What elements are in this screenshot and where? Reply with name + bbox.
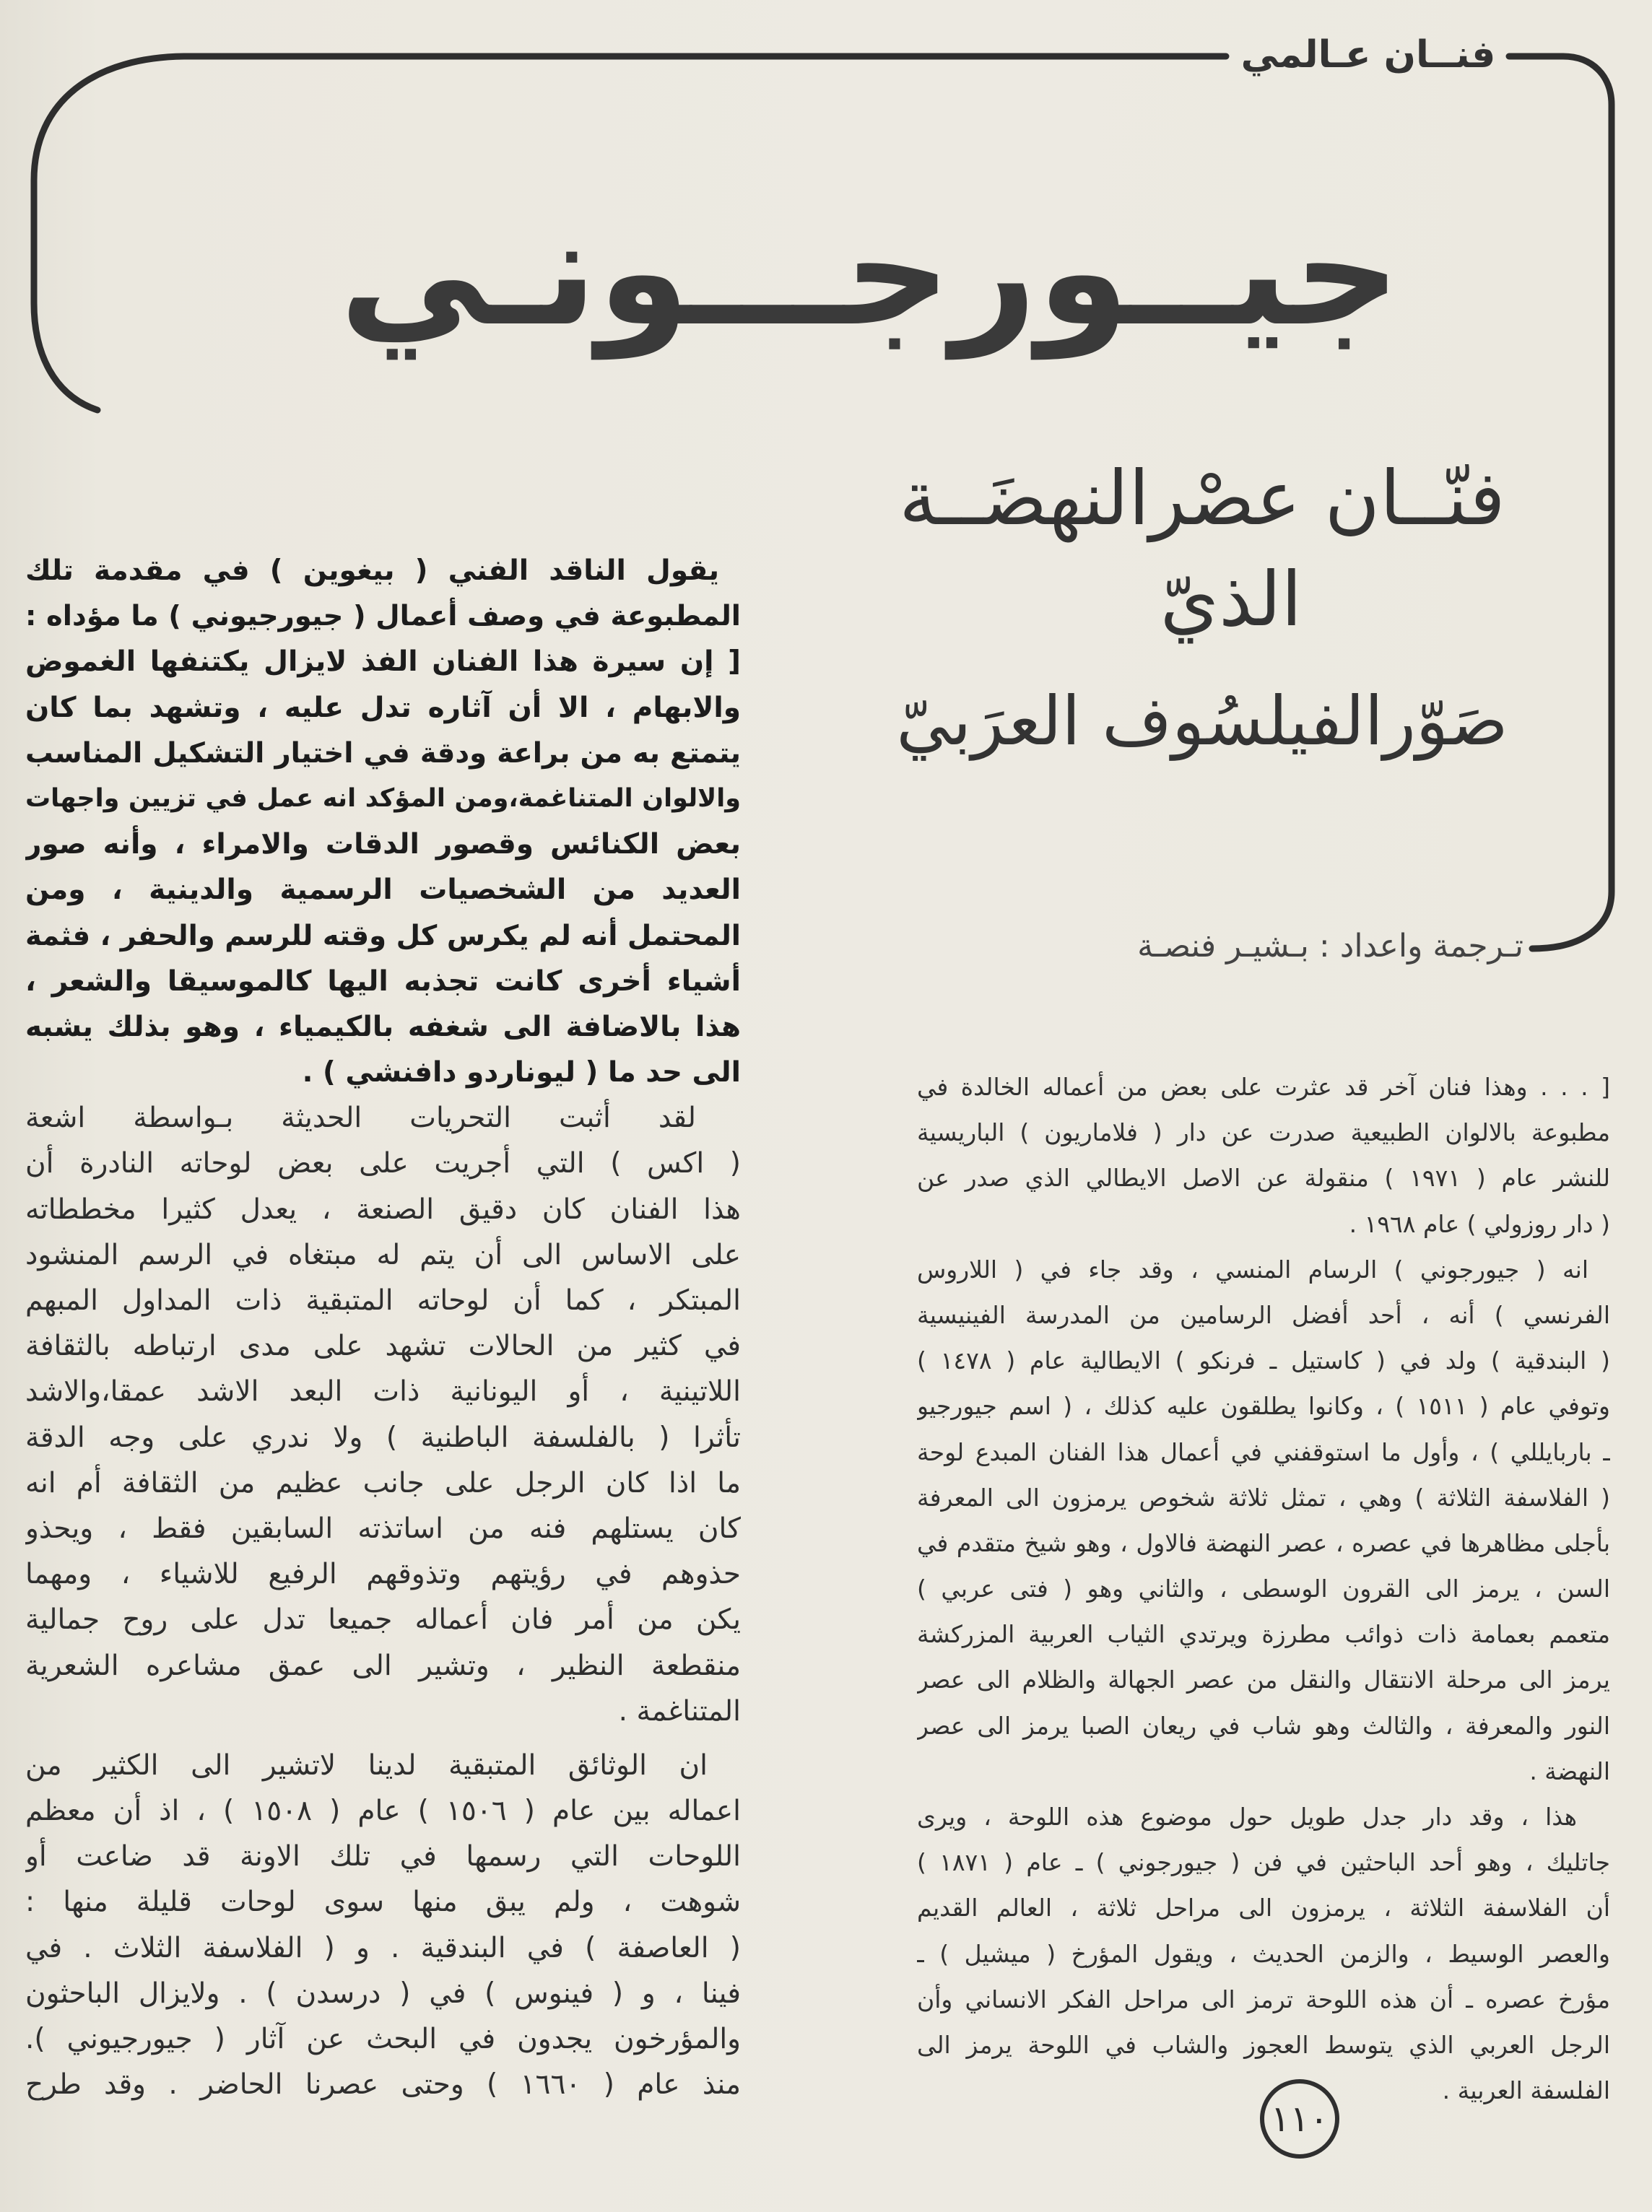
left-column-line: المحتمل أنه لم يكرس كل وقته للرسم والحفر ، فثمة [25,919,741,952]
right-column-line: الفرنسي ) أنه ، أحد أفضل الرسامين من المدرسة الفينيسية [917,1300,1610,1329]
left-column-line: المطبوعة في وصف أعمال ( جيورجيوني ) ما مؤداه : [25,600,741,633]
right-column-line: متعمم بعمامة ذات ذوائب مطرزة ويرتدي الثياب العربية المزركشة [917,1620,1610,1649]
right-column-line: أن الفلاسفة الثلاثة ، يرمزون الى مراحل ثلاثة ، العالم القديم [917,1894,1610,1923]
left-column-line: العديد من الشخصيات الرسمية والدينية ، ومن [25,874,741,907]
right-column-line: مؤرخ عصره ـ أن هذه اللوحة ترمز الى مراحل الفكر الانساني وأن [917,1985,1610,2013]
left-column-line: المبتكر ، كما أن لوحاته المتبقية ذات المداول المبهم [25,1284,741,1317]
left-column-line: ( العاصفة ) في البندقية . و ( الفلاسفة الثلاث . في [25,1931,741,1964]
left-column-line: اللاتينية ، أو اليونانية ذات البعد الاشد عمقا،والاشد [25,1375,741,1408]
left-column-line: شوهت ، ولم يبق منها سوى لوحات قليلة منها : [25,1886,741,1919]
left-column-line: يكن من أمر فان أعماله جميعا تدل على روح جمالية [25,1603,741,1637]
left-column-line: تأثرا ( بالفلسفة الباطنية ) ولا ندري على وجه الدقة [25,1421,741,1454]
article-subtitle-line: صَوّرالفيلسُوف العرَبيّ [896,682,1508,761]
left-column-line: ما اذا كان الرجل على جانب عظيم من الثقافة أم انه [25,1466,741,1499]
left-column-line: ان الوثائق المتبقية لدينا لاتشير الى الكثير من [25,1749,708,1782]
left-column-line: أشياء أخرى كانت تجذبه اليها كالموسيقا والشعر ، [25,965,741,998]
left-column-line: المتناغمة . [618,1694,741,1728]
right-column-line: والعصر الوسيط ، والزمن الحديث ، ويقول المؤرخ ( ميشيل ) ـ [917,1939,1610,1968]
left-column-line: والابهام ، الا أن آثاره تدل عليه ، وتشهد بما كان [25,691,741,724]
left-column-line: حذوهم في رؤيتهم وتذوقهم الرفيع للاشياء ، ومهما [25,1558,741,1591]
right-column-line: للنشر عام ( ١٩٧١ ) منقولة عن الاصل الايطالي الذي صدر عن [917,1164,1610,1193]
translator-credit: تـرجمة واعداد : بـشيـر فنصـة [1137,928,1523,965]
article-title: جيــورجـــونـي [339,185,1401,359]
right-column-line: وتوفي عام ( ١٥١١ ) ، وكانوا يطلقون عليه كذلك ، ( اسم جيورجيو [917,1392,1610,1421]
right-column-line: النهضة . [1529,1756,1610,1785]
left-column-line: والالوان المتناغمة،ومن المؤكد انه عمل في تزيين واجهات [25,783,741,813]
left-column-line: يتمتع به من براعة ودقة في اختيار التشكيل المناسب [25,736,741,770]
left-column-line: منذ عام ( ١٦٦٠ ) وحتى عصرنا الحاضر . وقد طرح [25,2068,741,2102]
left-column-line: [ إن سيرة هذا الفنان الفذ لايزال يكتنفها الغموض [25,645,741,679]
article-subtitle-line: فنّــان عصْرالنهضَــة [899,454,1505,542]
left-column-line: فينا ، و ( فينوس ) في ( درسدن ) . ولايزال الباحثون [25,1977,741,2010]
left-column-line: اعماله بين عام ( ١٥٠٦ ) عام ( ١٥٠٨ ) ، اذ أن معظم [25,1795,741,1828]
right-column-line: الرجل العربي الذي يتوسط العجوز والشاب في اللوحة يرمز الى [917,2030,1610,2059]
left-column-line: في كثير من الحالات تشهد على مدى ارتباطه بالثقافة [25,1330,741,1363]
left-column-line: يقول الناقد الفني ( بيغوين ) في مقدمة تلك [25,554,719,587]
right-column-line: [ . . . وهذا فنان آخر قد عثرت على بعض من أعماله الخالدة في [917,1073,1610,1101]
right-column-line: جاتليك ، وهو أحد الباحثين في فن ( جيورجوني ) ـ عام ( ١٨٧١ ) [917,1848,1610,1877]
right-column-line: ( الفلاسفة الثلاثة ) وهي ، تمثل ثلاثة شخوص يرمزون الى المعرفة [917,1483,1610,1512]
section-label: فنــان عـالمي [1240,33,1496,77]
right-column-line: هذا ، وقد دار جدل طويل حول موضوع هذه اللوحة ، ويرى [917,1803,1577,1831]
right-column-line: ( البندقية ) ولد في ( كاستيل ـ فرنكو ) الايطالية عام ( ١٤٧٨ ) [917,1346,1610,1375]
left-column-line: على الاساس الى أن يتم له مبتغاه في الرسم المنشود [25,1238,741,1271]
left-column-line: هذا بالاضافة الى شغفه بالكيمياء ، وهو بذلك يشبه [25,1010,741,1043]
right-column-line: بأجلى مظاهرها في عصره ، عصر النهضة فالاول ، وهو شيخ متقدم في [917,1528,1610,1557]
right-column-line: يرمز الى مرحلة الانتقال والنقل من عصر الجهالة والظلام الى عصر [917,1665,1610,1694]
article-subtitle-line: الذيّ [1160,555,1303,643]
left-column-line: منقطعة النظير ، وتشير الى عمق مشاعره الشعرية [25,1649,741,1682]
left-column-line: الى حد ما ( ليوناردو دافنشي ) . [302,1056,741,1089]
left-column-line: اللوحات التي رسمها في تلك الاونة قد ضاعت أو [25,1840,741,1873]
left-column-line: والمؤرخون يجدون في البحث عن آثار ( جيورجيوني ). [25,2023,741,2055]
right-column-line: الفلسفة العربية . [1442,2076,1610,2105]
right-column-line: ـ باربايللي ) ، وأول ما استوقفني في أعمال هذا الفنان المبدع لوحة [917,1437,1610,1466]
right-column-line: النور والمعرفة ، والثالث وهو شاب في ريعان الصبا يرمز الى عصر [917,1711,1610,1740]
right-column-line: ( دار روزولي ) عام ١٩٦٨ . [1349,1209,1610,1238]
right-column-line: السن ، يرمز الى القرون الوسطى ، والثاني وهو ( فتى عربي ) [917,1575,1610,1603]
left-column [25,548,741,2107]
frame-right-line [1509,56,1612,949]
right-column-line: انه ( جيورجوني ) الرسام المنسي ، وقد جاء في ( اللاروس [917,1255,1588,1284]
page-number: ١١٠ [1260,2079,1339,2159]
left-column-line: ( اكس ) التي أجريت على بعض لوحاته النادرة أن [25,1147,741,1180]
left-column-line: بعض الكنائس وقصور الدقات والامراء ، وأنه صور [25,828,741,861]
left-column-line: كان يستلهم فنه من اساتذته السابقين فقط ، ويحذو [25,1512,741,1545]
left-column-line: هذا الفنان كان دقيق الصنعة ، يعدل كثيرا مخططاته [25,1193,741,1226]
right-column [917,1064,1610,2113]
left-column-line: لقد أثبت التحريات الحديثة بـواسطة اشعة [25,1102,696,1135]
right-column-line: مطبوعة بالالوان الطبيعية صدرت عن دار ( فلاماريون ) الباريسية [917,1118,1610,1147]
